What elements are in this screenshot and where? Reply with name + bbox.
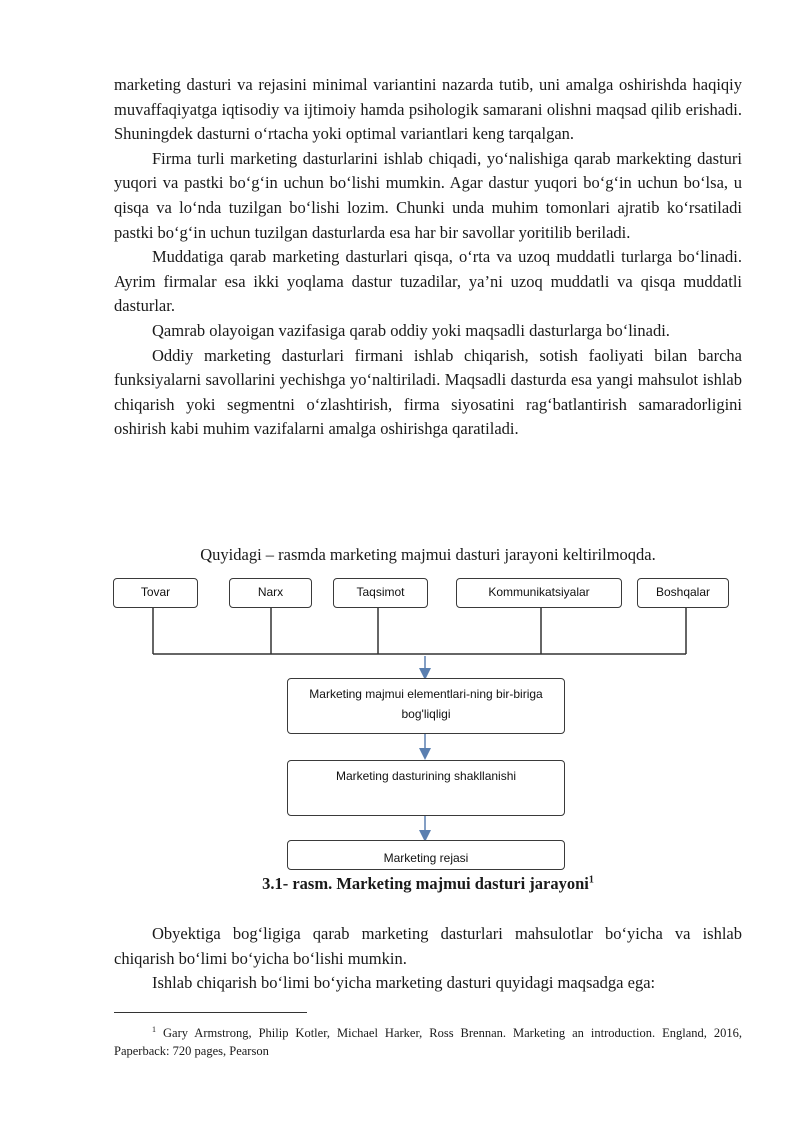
figure-intro-line: Quyidagi – rasmda marketing majmui dasturi jarayoni keltirilmoqda. — [200, 545, 656, 564]
footnote-text: Gary Armstrong, Philip Kotler, Michael Harker, Ross Brennan. Marketing an introduction. England, 2016, Paperback: 720 pages, Pearson — [114, 1026, 742, 1059]
box-boshqalar: Boshqalar — [637, 578, 729, 608]
body-text-top — [114, 73, 742, 442]
figure-caption — [114, 874, 742, 894]
paragraph: marketing dasturi va rejasini minimal variantini nazarda tutib, uni amalga oshirishda haqiqiy muvaffaqiyatga iqtisodiy va ijtimoiy hamda psihologik samarani olishni maqsad qilib erishadi. Shuningdek dasturni o‘rtacha yoki optimal variantlari keng tarqalgan. — [114, 75, 742, 144]
figure-caption-text: 3.1- rasm. Marketing majmui dasturi jarayoni — [262, 874, 589, 893]
box-narx: Narx — [229, 578, 312, 608]
paragraph: Firma turli marketing dasturlarini ishlab chiqadi, yo‘nalishiga qarab markekting dasturi yuqori va pastki bo‘g‘in uchun bo‘lishi mumkin. Agar dastur yuqori bo‘g‘in uchun bo‘lsa, u qisqa va lo‘nda tuzilgan bo‘lishi lozim. Chunki unda muhim tomonlari ajratib ko‘rsatiladi pastki bo‘g‘in uchun tuzilgan dasturlarda esa har bir savollar yoritilib beriladi. — [114, 148, 742, 242]
box-elements-interrelation: Marketing majmui elementlari-ning bir-biriga bog'liqligi — [287, 678, 565, 734]
paragraph: Qamrab olayoigan vazifasiga qarab oddiy yoki maqsadli dasturlarga bo‘linadi. — [152, 320, 670, 340]
box-program-formation: Marketing dasturining shakllanishi — [287, 760, 565, 816]
box-tovar: Tovar — [113, 578, 198, 608]
paragraph: Ishlab chiqarish bo‘limi bo‘yicha marketing dasturi quyidagi maqsadga ega: — [152, 973, 656, 993]
body-text-bottom — [114, 922, 742, 996]
footnote-number: 1 — [152, 1025, 156, 1034]
box-kommunikatsiyalar: Kommunikatsiyalar — [456, 578, 622, 608]
paragraph: Oddiy marketing dasturlari firmani ishlab chiqarish, sotish faoliyati bilan barcha funksiyalarni savollarini yechishga yo‘naltiriladi. Maqsadli dasturda esa yangi mahsulot ishlab chiqarish yoki segmentni o‘zlashtirish, firma siyosatini rag‘batlantirish samaradorligini oshirish kabi muhim vazifalarni amalga oshirishga qaratiladi. — [114, 345, 742, 439]
box-taqsimot: Taqsimot — [333, 578, 428, 608]
footnote-ref: 1 — [588, 874, 594, 886]
paragraph: Muddatiga qarab marketing dasturlari qisqa, o‘rta va uzoq muddatli turlarga bo‘linadi. Ayrim firmalar esa ikki yoqlama dastur tuzadilar, ya’ni uzoq muddatli va qisqa muddatli dasturlar. — [114, 247, 742, 316]
paragraph: Obyektiga bog‘ligiga qarab marketing dasturlari mahsulotlar bo‘yicha va ishlab chiqarish bo‘limi bo‘yicha bo‘lishi mumkin. — [114, 924, 742, 968]
box-marketing-plan: Marketing rejasi — [287, 840, 565, 870]
footnote — [114, 1021, 742, 1060]
footnote-separator — [114, 1012, 307, 1013]
